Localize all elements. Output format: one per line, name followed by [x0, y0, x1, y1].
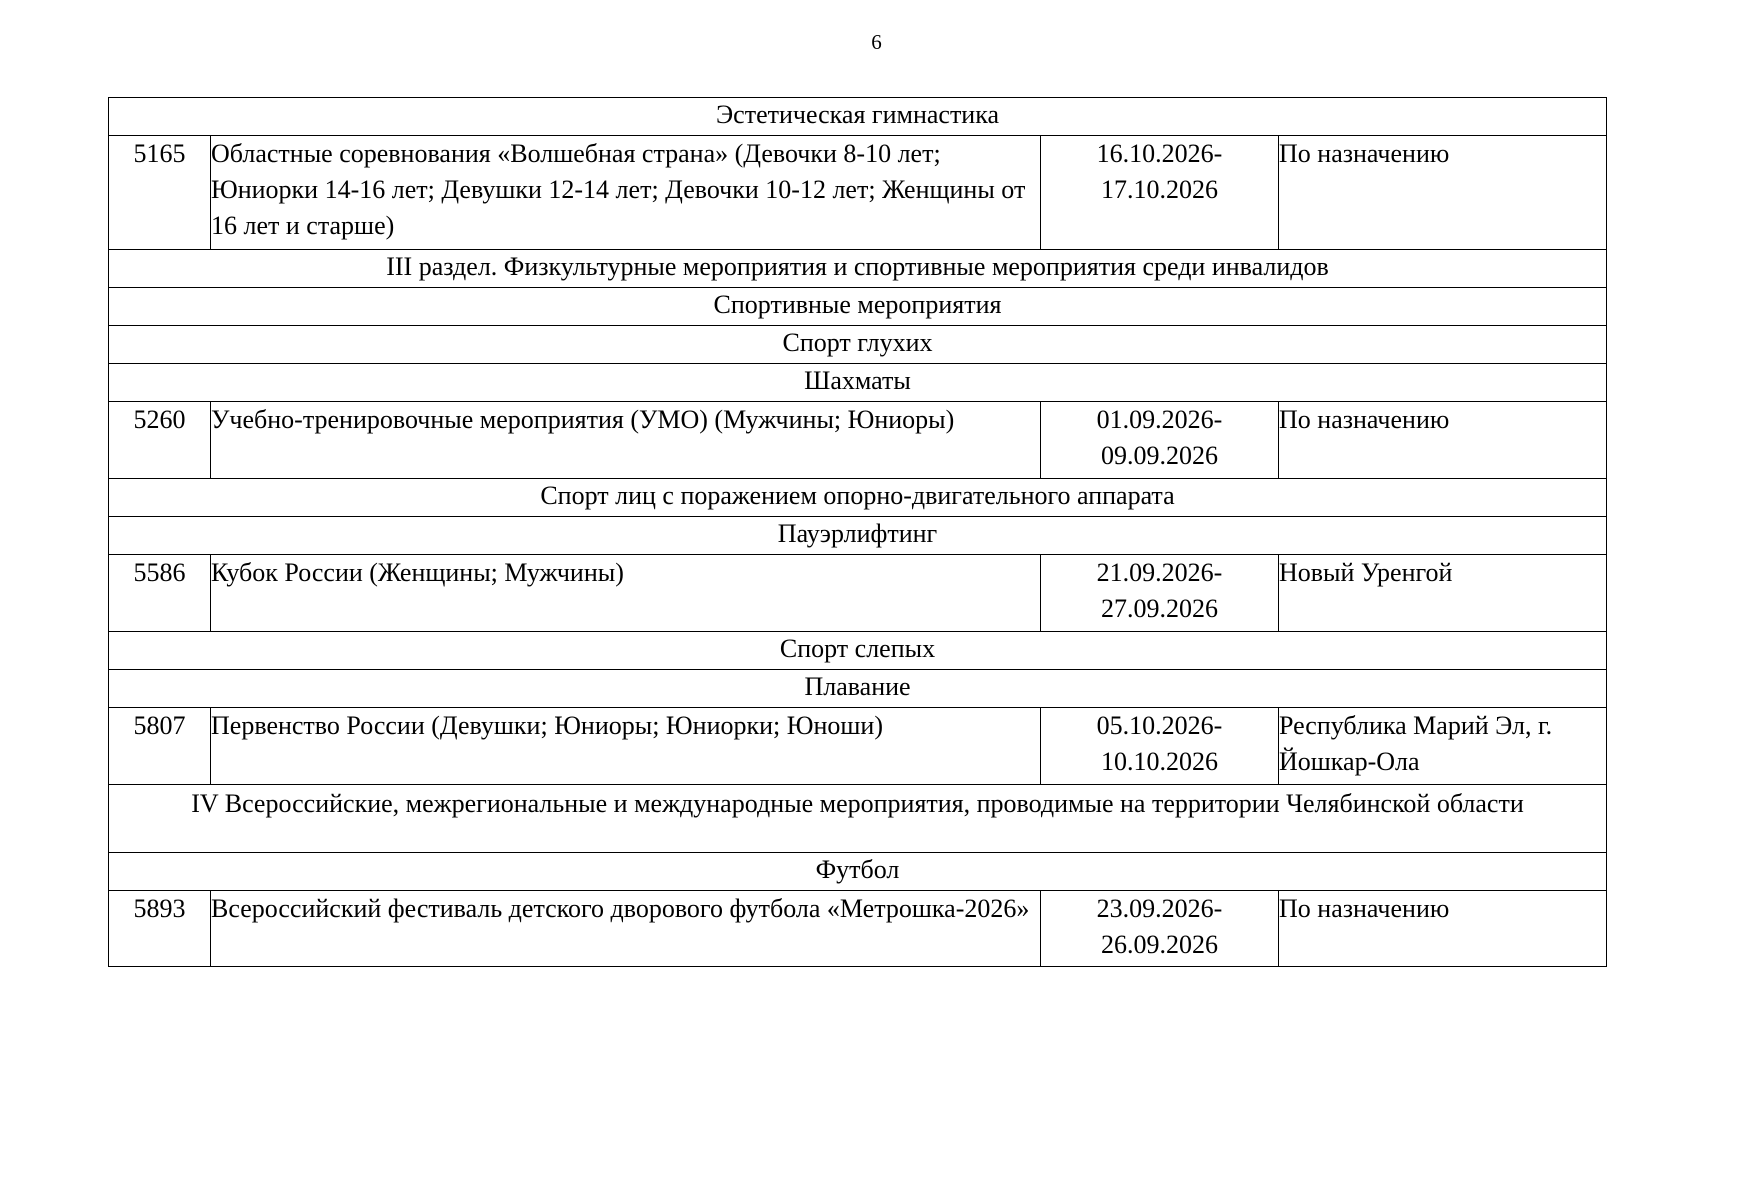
section-heading-row: [109, 98, 1607, 136]
section-heading-row: [109, 517, 1607, 555]
event-place: По назначению: [1279, 891, 1607, 967]
event-date-start: 21.09.2026-: [1096, 558, 1223, 587]
section-heading: Плавание: [109, 670, 1607, 708]
event-place: Новый Уренгой: [1279, 555, 1607, 632]
event-place: По назначению: [1279, 136, 1607, 250]
event-number: 5586: [109, 555, 211, 632]
events-table: [108, 97, 1607, 967]
event-date-end: 10.10.2026: [1101, 747, 1218, 776]
event-dates: [1041, 708, 1279, 785]
event-number: 5260: [109, 402, 211, 479]
event-row: [109, 555, 1607, 632]
event-dates: [1041, 891, 1279, 967]
section-heading: Спорт глухих: [109, 326, 1607, 364]
section-heading-row: [109, 785, 1607, 853]
event-title: Первенство России (Девушки; Юниоры; Юниорки; Юноши): [211, 708, 1041, 785]
event-row: [109, 402, 1607, 479]
event-dates: [1041, 555, 1279, 632]
event-title: Кубок России (Женщины; Мужчины): [211, 555, 1041, 632]
event-date-end: 26.09.2026: [1101, 930, 1218, 959]
event-number: 5893: [109, 891, 211, 967]
event-date-start: 16.10.2026-: [1096, 139, 1223, 168]
event-title: Всероссийский фестиваль детского дворового футбола «Метрошка-2026»: [211, 891, 1041, 967]
event-dates: [1041, 402, 1279, 479]
section-heading: III раздел. Физкультурные мероприятия и спортивные мероприятия среди инвалидов: [109, 250, 1607, 288]
event-dates: [1041, 136, 1279, 250]
section-heading-row: [109, 250, 1607, 288]
event-row: [109, 708, 1607, 785]
section-heading-row: [109, 632, 1607, 670]
section-heading: Шахматы: [109, 364, 1607, 402]
section-heading-row: [109, 670, 1607, 708]
section-heading: Футбол: [109, 853, 1607, 891]
section-heading-row: [109, 479, 1607, 517]
event-date-start: 05.10.2026-: [1096, 711, 1223, 740]
event-date-start: 01.09.2026-: [1096, 405, 1223, 434]
section-heading: Спорт лиц с поражением опорно-двигательного аппарата: [109, 479, 1607, 517]
section-heading: Пауэрлифтинг: [109, 517, 1607, 555]
event-row: [109, 891, 1607, 967]
event-place: По назначению: [1279, 402, 1607, 479]
section-heading-row: [109, 364, 1607, 402]
page-number: 6: [871, 30, 882, 54]
event-place: Республика Марий Эл, г. Йошкар-Ола: [1279, 708, 1607, 785]
event-date-start: 23.09.2026-: [1096, 894, 1223, 923]
section-heading-row: [109, 853, 1607, 891]
section-heading: Эстетическая гимнастика: [109, 98, 1607, 136]
section-heading-row: [109, 326, 1607, 364]
event-date-end: 27.09.2026: [1101, 594, 1218, 623]
event-date-end: 09.09.2026: [1101, 441, 1218, 470]
event-row: [109, 136, 1607, 250]
section-heading: Спорт слепых: [109, 632, 1607, 670]
event-title: Областные соревнования «Волшебная страна» (Девочки 8-10 лет; Юниорки 14-16 лет; Девушки 12-14 лет; Девочки 10-12 лет; Женщины от 16 лет и старше): [211, 136, 1041, 250]
event-date-end: 17.10.2026: [1101, 175, 1218, 204]
event-title: Учебно-тренировочные мероприятия (УМО) (Мужчины; Юниоры): [211, 402, 1041, 479]
section-heading-row: [109, 288, 1607, 326]
event-number: 5165: [109, 136, 211, 250]
section-heading: IV Всероссийские, межрегиональные и международные мероприятия, проводимые на территории Челябинской области: [109, 785, 1607, 853]
event-number: 5807: [109, 708, 211, 785]
section-heading: Спортивные мероприятия: [109, 288, 1607, 326]
